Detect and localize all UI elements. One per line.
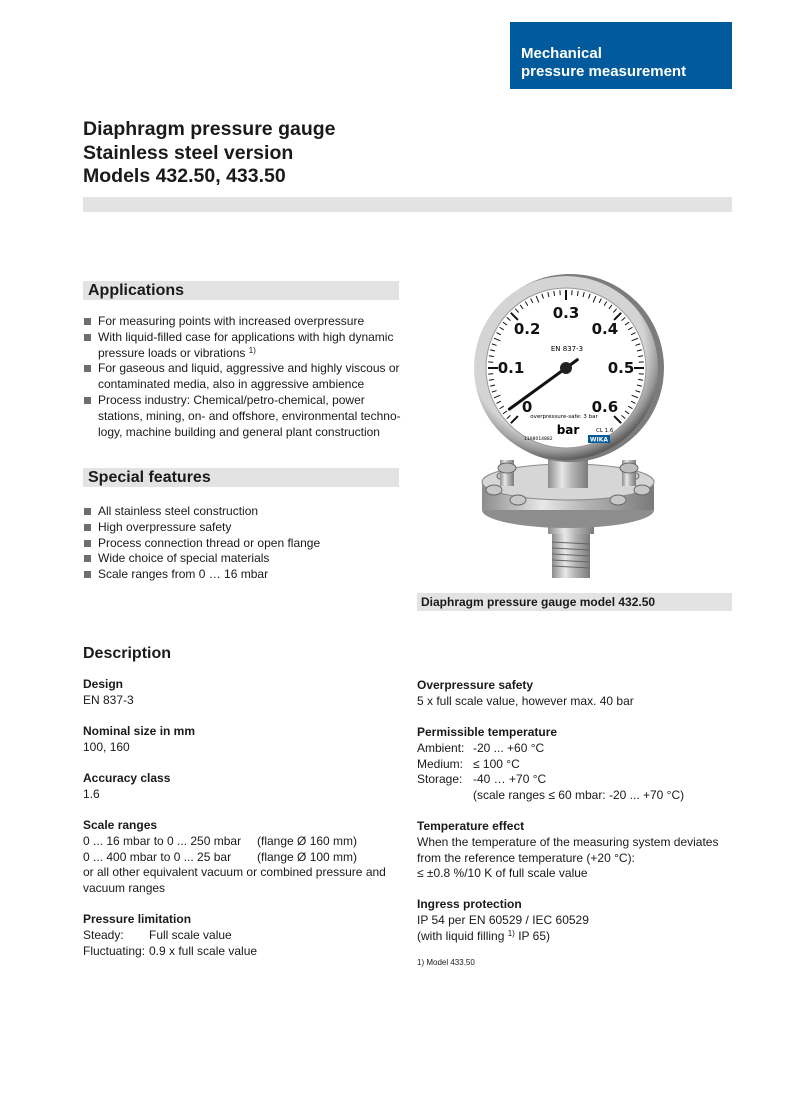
scale-range-2: 0 ... 400 mbar to 0 ... 25 bar xyxy=(83,849,232,864)
scale-label: 0.3 xyxy=(552,304,580,322)
temperature-label: Permissible temperature xyxy=(417,725,558,739)
medium-value: ≤ 100 °C xyxy=(473,756,520,771)
steady-key: Steady: xyxy=(83,927,124,942)
scale-range-1-flange: (flange Ø 160 mm) xyxy=(257,833,358,848)
list-item: All stainless steel construction xyxy=(83,504,403,520)
ambient-value: -20 ... +60 °C xyxy=(473,740,545,755)
ingress-line-2-end: IP 65) xyxy=(518,928,550,943)
pressure-limitation-block xyxy=(83,912,257,959)
fluctuating-value: 0.9 x full scale value xyxy=(149,943,258,958)
list-item: For measuring points with increased overpressure xyxy=(83,314,403,330)
list-item: Scale ranges from 0 … 16 mbar xyxy=(83,567,403,583)
footnote-ref: 1) xyxy=(507,928,515,938)
ingress-line-2-text: (with liquid filling xyxy=(417,928,505,943)
accuracy-value: 1.6 xyxy=(83,786,100,801)
nominal-size-label: Nominal size in mm xyxy=(83,724,196,738)
title-divider-bar xyxy=(83,197,732,212)
title-line-1: Diaphragm pressure gauge xyxy=(83,118,336,140)
category-badge xyxy=(510,22,732,89)
applications-list xyxy=(83,314,403,440)
scale-range-1: 0 ... 16 mbar to 0 ... 250 mbar xyxy=(83,833,242,848)
scale-label: 0.6 xyxy=(591,397,619,416)
ingress-label: Ingress protection xyxy=(417,897,522,911)
temperature-effect-line-3: ≤ ±0.8 %/10 K of full scale value xyxy=(417,866,588,881)
steady-value: Full scale value xyxy=(149,927,232,942)
gauge-neck xyxy=(548,458,588,488)
pressure-gauge-illustration xyxy=(468,270,668,590)
ingress-line-2 xyxy=(417,929,589,945)
temperature-effect-label: Temperature effect xyxy=(417,819,525,833)
list-item: High overpressure safety xyxy=(83,520,403,536)
ambient-key: Ambient: xyxy=(417,740,465,755)
design-value: EN 837-3 xyxy=(83,692,134,707)
accuracy-block xyxy=(83,771,170,803)
scale-ranges-label: Scale ranges xyxy=(83,818,158,832)
medium-key: Medium: xyxy=(417,756,464,771)
design-label: Design xyxy=(83,677,124,691)
scale-label: 0.5 xyxy=(607,359,635,377)
title-line-3: Models 432.50, 433.50 xyxy=(83,165,286,187)
list-item xyxy=(83,330,403,362)
scale-label: 0.4 xyxy=(591,320,619,339)
gauge-standard: EN 837-3 xyxy=(550,345,584,353)
fluctuating-key: Fluctuating: xyxy=(83,943,146,958)
overpressure-value: 5 x full scale value, however max. 40 bar xyxy=(417,693,634,708)
design-block xyxy=(83,677,134,709)
footnote-ref: 1) xyxy=(248,345,256,355)
badge-line-1: Mechanical xyxy=(521,45,602,62)
overpressure-label: Overpressure safety xyxy=(417,678,534,692)
scale-range-2-flange: (flange Ø 100 mm) xyxy=(257,849,358,864)
scale-label: 0.1 xyxy=(497,359,525,377)
list-item: Process industry: Chemical/petro-chemical, power stations, mining, on- and offshore, environmental techno-logy, machine building and general plant construction xyxy=(83,393,403,440)
nominal-size-value: 100, 160 xyxy=(83,739,130,754)
overpressure-block xyxy=(417,678,634,710)
scale-range-note-2: vacuum ranges xyxy=(83,881,166,896)
temperature-effect-line-1: When the temperature of the measuring system deviates xyxy=(417,834,719,849)
special-features-list xyxy=(83,504,403,583)
special-features-heading: Special features xyxy=(83,468,399,487)
gauge-product-image xyxy=(468,270,668,590)
pressure-limitation-label: Pressure limitation xyxy=(83,912,192,926)
description-heading: Description xyxy=(83,645,172,662)
ingress-block xyxy=(417,897,589,944)
storage-value: -40 … +70 °C xyxy=(473,772,547,787)
temperature-block xyxy=(417,725,684,804)
badge-line-2: pressure measurement xyxy=(521,63,687,80)
scale-label: 0 xyxy=(521,397,533,416)
storage-key: Storage: xyxy=(417,772,463,787)
applications-heading: Applications xyxy=(83,281,399,300)
scale-ranges-block xyxy=(83,818,393,897)
gauge-serial: 1198014882 xyxy=(524,437,553,442)
list-item: Wide choice of special materials xyxy=(83,551,403,567)
scale-label: 0.2 xyxy=(513,320,541,339)
gauge-class: CL 1.6 xyxy=(596,428,614,434)
list-item: Process connection thread or open flange xyxy=(83,536,403,552)
page-title xyxy=(83,118,336,189)
gauge-unit: bar xyxy=(556,423,580,437)
wika-logo-text: WIKA xyxy=(589,436,609,444)
storage-note: (scale ranges ≤ 60 mbar: -20 ... +70 °C) xyxy=(473,788,685,803)
pointer-hub xyxy=(560,362,572,374)
footnote: 1) Model 433.50 xyxy=(417,958,475,967)
nominal-size-block xyxy=(83,724,195,756)
temperature-effect-block xyxy=(417,819,732,882)
accuracy-label: Accuracy class xyxy=(83,771,171,785)
title-line-2: Stainless steel version xyxy=(83,141,294,164)
scale-range-note-1: or all other equivalent vacuum or combined pressure and xyxy=(83,865,386,880)
ingress-line-1: IP 54 per EN 60529 / IEC 60529 xyxy=(417,912,589,927)
gauge-overpressure-note: overpressure-safe: 3 bar xyxy=(530,414,598,420)
list-item: For gaseous and liquid, aggressive and highly viscous or contaminated media, also in aggressive ambience xyxy=(83,361,403,393)
temperature-effect-line-2: from the reference temperature (+20 °C): xyxy=(417,850,635,865)
image-caption: Diaphragm pressure gauge model 432.50 xyxy=(417,593,732,611)
list-item-text: With liquid-filled case for applications with high dynamic pressure loads or vibrations xyxy=(98,329,394,360)
